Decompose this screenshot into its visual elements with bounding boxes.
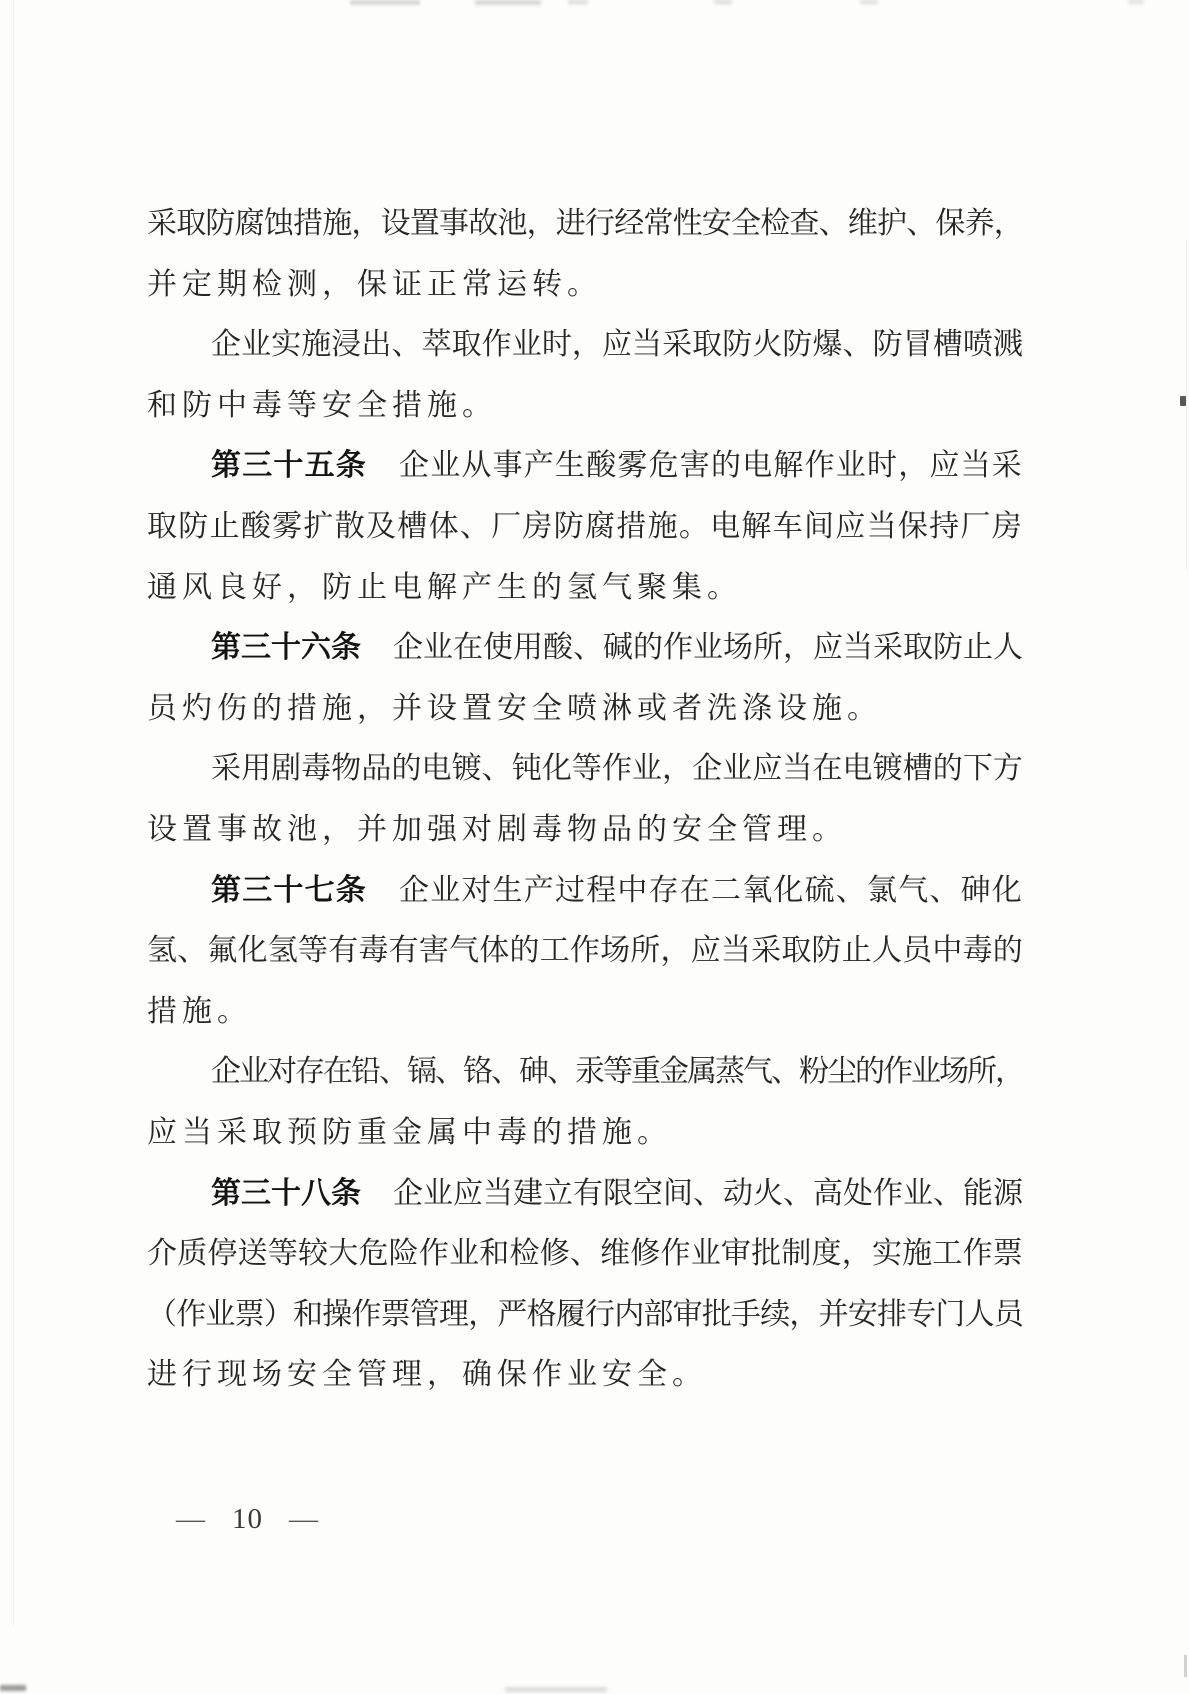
line-content xyxy=(147,1224,1023,1285)
line-text: （作业票）和操作票管理，严格履行内部审批手续，并安排专门人员 xyxy=(147,1297,1023,1331)
text-line xyxy=(147,1224,1023,1285)
line-content xyxy=(147,497,1023,558)
line-content xyxy=(211,315,1023,376)
line-text: 企业在使用酸、碱的作业场所，应当采取防止人 xyxy=(393,631,1023,665)
scan-artifact-top-smudge xyxy=(860,0,878,4)
text-line xyxy=(147,921,1023,982)
line-text: 采用剧毒物品的电镀、钝化等作业，企业应当在电镀槽的下方 xyxy=(211,752,1023,786)
article-number: 第三十七条 xyxy=(211,873,367,907)
line-content xyxy=(147,376,497,437)
scan-artifact-right-edge xyxy=(1186,240,1187,570)
line-text: 设置事故池，并加强对剧毒物品的安全管理。 xyxy=(147,812,847,846)
footer-dash-right: — xyxy=(289,1503,319,1535)
line-content xyxy=(211,618,1023,679)
line-content xyxy=(147,679,882,740)
footer-dash-left: — xyxy=(176,1503,206,1535)
text-line xyxy=(147,982,1023,1043)
scan-artifact-top-smudge xyxy=(350,0,420,5)
scan-artifact-right-mark2 xyxy=(1184,1655,1187,1677)
scan-artifact-top-smudge xyxy=(568,0,588,4)
line-text: 氢、氟化氢等有毒有害气体的工作场所，应当采取防止人员中毒的 xyxy=(147,934,1023,968)
line-content xyxy=(147,194,1023,255)
text-line xyxy=(147,497,1023,558)
scan-artifact-left-edge xyxy=(13,0,14,1625)
text-line xyxy=(147,1285,1023,1346)
text-line xyxy=(147,1164,1023,1225)
line-content xyxy=(211,1164,1023,1225)
line-content xyxy=(147,1103,672,1164)
line-content xyxy=(147,800,847,861)
line-content xyxy=(147,921,1023,982)
article-number: 第三十六条 xyxy=(211,631,361,665)
line-text: 取防止酸雾扩散及槽体、厂房防腐措施。电解车间应当保持厂房 xyxy=(147,509,1023,543)
line-content xyxy=(211,861,1023,922)
article-number: 第三十五条 xyxy=(211,449,367,483)
article-number: 第三十八条 xyxy=(211,1176,361,1210)
document-body xyxy=(147,194,1023,1406)
text-line xyxy=(147,315,1023,376)
line-text: 措施。 xyxy=(147,994,252,1028)
text-line xyxy=(147,436,1023,497)
scan-artifact-top-smudge xyxy=(1128,0,1144,4)
text-line xyxy=(147,255,1023,316)
text-line xyxy=(147,679,1023,740)
line-text: 企业应当建立有限空间、动火、高处作业、能源 xyxy=(393,1176,1023,1210)
page-number: 10 xyxy=(232,1503,263,1535)
line-text: 和防中毒等安全措施。 xyxy=(147,388,497,422)
line-text: 员灼伤的措施，并设置安全喷淋或者洗涤设施。 xyxy=(147,691,882,725)
line-text: 通风良好，防止电解产生的氢气聚集。 xyxy=(147,570,742,604)
text-line xyxy=(147,1042,1023,1103)
line-content xyxy=(147,1345,707,1406)
scan-artifact-right-mark xyxy=(1180,396,1186,406)
scan-artifact-bottom-smudge xyxy=(505,1687,607,1692)
line-content xyxy=(211,1042,1023,1103)
line-content xyxy=(211,739,1023,800)
text-line xyxy=(147,800,1023,861)
line-text: 并定期检测，保证正常运转。 xyxy=(147,267,602,301)
line-text: 采取防腐蚀措施，设置事故池，进行经常性安全检查、维护、保养， xyxy=(147,207,1023,240)
line-content xyxy=(147,1285,1023,1346)
line-text: 企业对存在铅、镉、铬、砷、汞等重金属蒸气、粉尘的作业场所， xyxy=(211,1055,1023,1089)
text-line xyxy=(147,1345,1023,1406)
scan-artifact-top-smudge xyxy=(475,0,541,5)
text-line xyxy=(147,739,1023,800)
line-content xyxy=(147,982,252,1043)
line-content xyxy=(147,255,602,316)
text-line xyxy=(147,861,1023,922)
text-line xyxy=(147,194,1023,255)
line-text: 企业从事产生酸雾危害的电解作业时，应当采 xyxy=(399,449,1023,483)
line-text: 应当采取预防重金属中毒的措施。 xyxy=(147,1115,672,1149)
text-line xyxy=(147,558,1023,619)
page-footer xyxy=(176,1503,319,1536)
scan-artifact-top-smudge xyxy=(714,0,732,4)
line-text: 进行现场安全管理，确保作业安全。 xyxy=(147,1358,707,1392)
text-line xyxy=(147,618,1023,679)
line-text: 企业对生产过程中存在二氧化硫、氯气、砷化 xyxy=(399,873,1023,907)
line-text: 企业实施浸出、萃取作业时，应当采取防火防爆、防冒槽喷溅 xyxy=(211,328,1023,362)
text-line xyxy=(147,1103,1023,1164)
line-content xyxy=(211,436,1023,497)
line-text: 介质停送等较大危险作业和检修、维修作业审批制度，实施工作票 xyxy=(147,1237,1023,1271)
scan-artifact-bottom-mark xyxy=(0,1685,26,1691)
line-content xyxy=(147,558,742,619)
text-line xyxy=(147,376,1023,437)
